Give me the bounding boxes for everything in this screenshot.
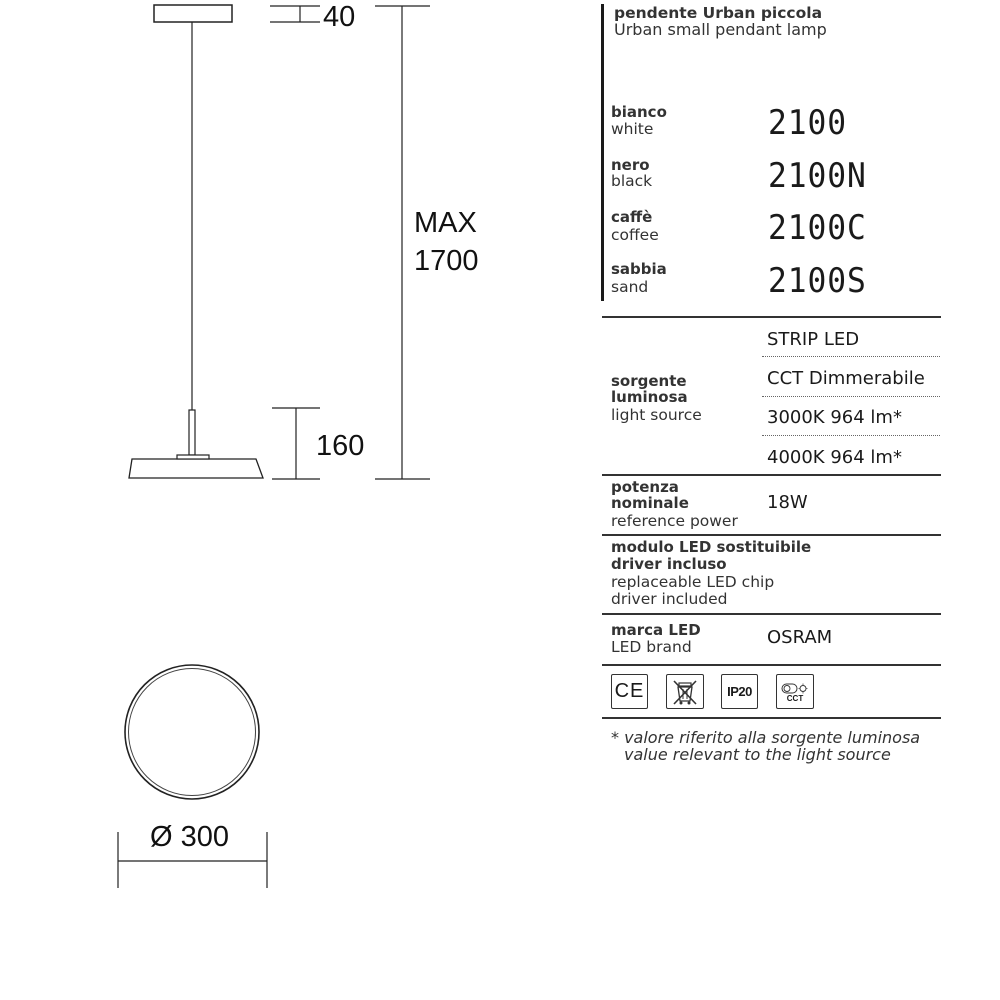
dim-diameter-text: Ø 300 — [150, 821, 229, 853]
divider-light-source — [602, 474, 941, 476]
variant-sand-code: 2100S — [768, 261, 867, 301]
variant-coffee-name-it: caffè — [611, 208, 653, 226]
plan-view-outer-circle — [125, 665, 259, 799]
title-accent-bar — [601, 4, 604, 301]
divider-brand — [602, 664, 941, 666]
weee-bin-icon — [666, 674, 704, 709]
brand-label-it: marca LED — [611, 621, 701, 639]
variant-coffee-name-en: coffee — [611, 226, 659, 244]
dim-max-label: MAX — [414, 207, 477, 239]
light-source-value-3: 3000K 964 lm* — [767, 407, 902, 428]
light-source-value-4: 4000K 964 lm* — [767, 447, 902, 468]
light-source-value-1: STRIP LED — [767, 329, 860, 350]
divider-top — [602, 316, 941, 318]
dim-max-value: 1700 — [414, 245, 479, 277]
canopy — [154, 5, 232, 22]
dotted-separator — [762, 356, 940, 357]
dotted-separator — [762, 435, 940, 436]
variant-white-code: 2100 — [768, 103, 848, 143]
light-source-value-2: CCT Dimmerabile — [767, 368, 925, 389]
dim-max-lines — [375, 6, 430, 479]
product-name-en: Urban small pendant lamp — [614, 20, 827, 39]
light-source-label-it-2: luminosa — [611, 388, 688, 406]
product-name-it: pendente Urban piccola — [614, 4, 823, 22]
light-source-label-en: light source — [611, 406, 702, 424]
variant-black-name-it: nero — [611, 156, 650, 174]
footnote-it: * valore riferito alla sorgente luminosa — [611, 728, 921, 747]
brand-value: OSRAM — [767, 627, 833, 648]
variant-black-name-en: black — [611, 172, 653, 190]
power-label-it-2: nominale — [611, 494, 689, 512]
variant-white-name-en: white — [611, 120, 654, 138]
divider-module — [602, 613, 941, 615]
variant-sand-name-en: sand — [611, 278, 649, 296]
dim-shade-lines — [272, 408, 320, 479]
module-label-it-1: modulo LED sostituibile — [611, 538, 812, 556]
brand-label-en: LED brand — [611, 638, 692, 656]
power-label-it-1: potenza — [611, 478, 679, 496]
footnote-en: value relevant to the light source — [624, 745, 891, 764]
ip20-icon: IP20 — [721, 674, 758, 709]
divider-power — [602, 534, 941, 536]
dim-canopy-text: 40 — [323, 1, 356, 33]
module-label-en-1: replaceable LED chip — [611, 573, 775, 591]
dim-shade-text: 160 — [316, 430, 365, 462]
power-label-en: reference power — [611, 512, 738, 530]
plan-view-inner-circle — [129, 669, 256, 796]
power-value: 18W — [767, 492, 808, 513]
dim-canopy-lines — [270, 6, 320, 22]
ce-mark-icon: CE — [611, 674, 648, 709]
cct-icon: CCT — [776, 674, 814, 709]
variant-coffee-code: 2100C — [768, 208, 867, 248]
variant-black-code: 2100N — [768, 156, 867, 196]
dotted-separator — [762, 396, 940, 397]
variant-white-name-it: bianco — [611, 103, 667, 121]
lamp-shade — [129, 459, 263, 478]
variant-sand-name-it: sabbia — [611, 260, 667, 278]
lamp-stem — [189, 410, 195, 455]
module-label-en-2: driver included — [611, 590, 728, 608]
module-label-it-2: driver incluso — [611, 555, 727, 573]
divider-icons — [602, 717, 941, 719]
light-source-label-it-1: sorgente — [611, 372, 687, 390]
